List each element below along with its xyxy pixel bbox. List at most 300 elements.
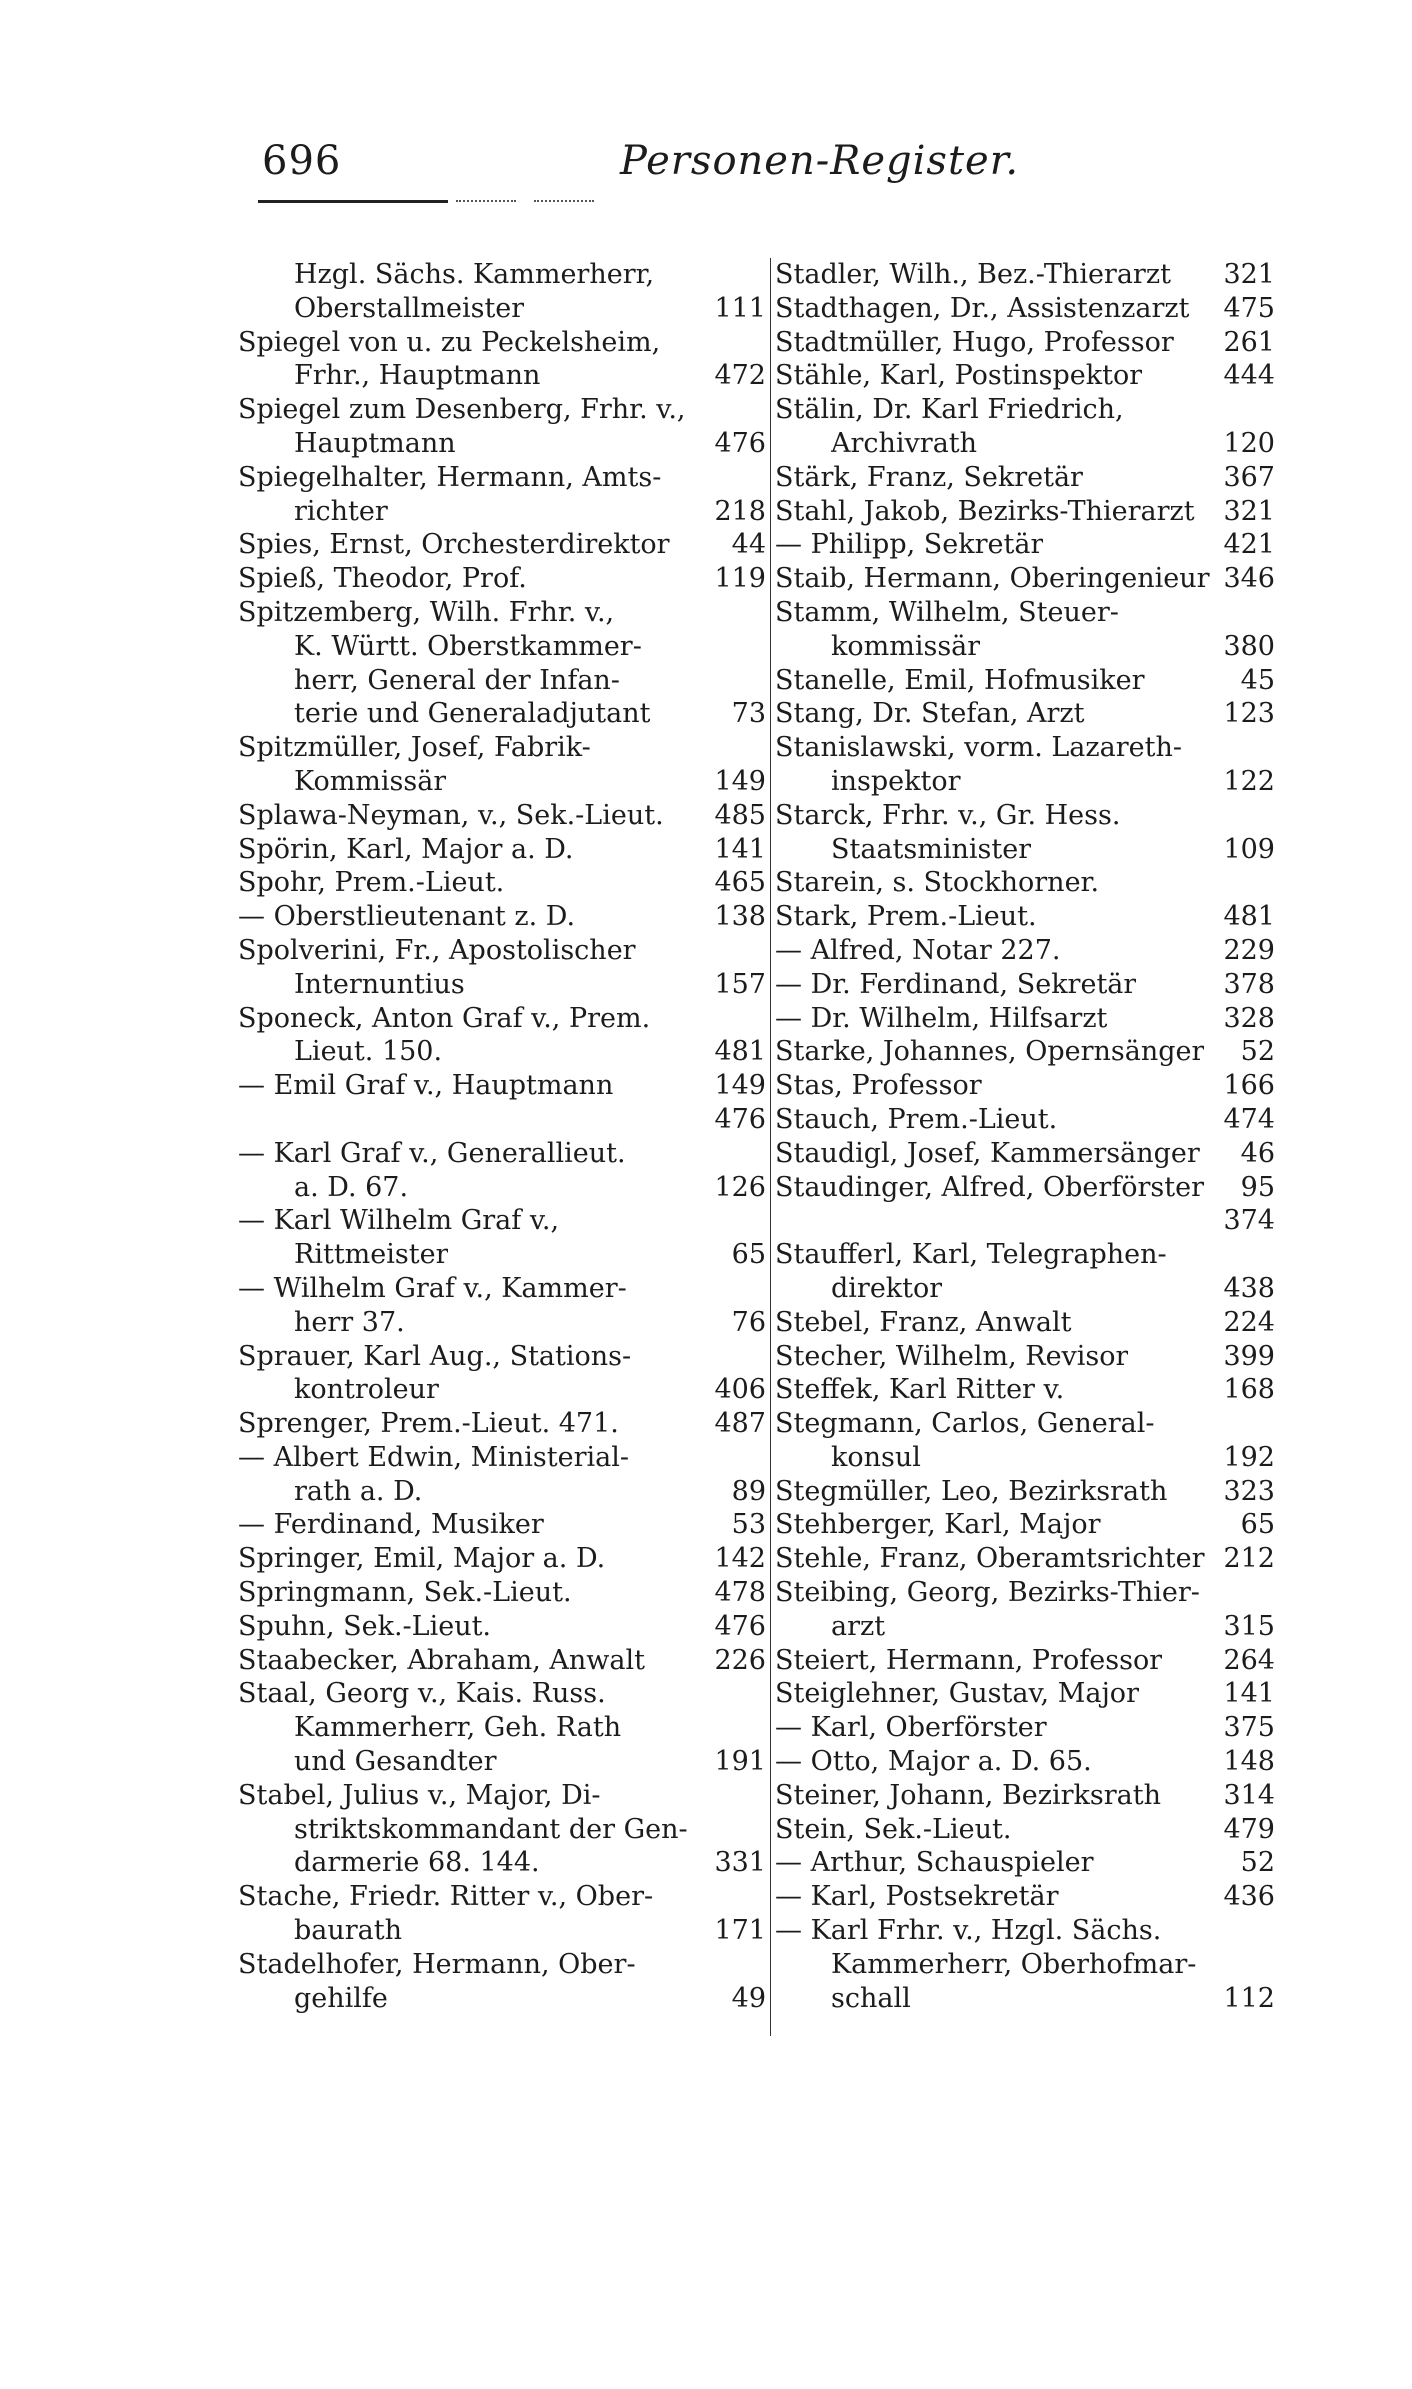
entry-line: [238, 1475, 766, 1509]
entry-line: [238, 528, 766, 562]
register-entry: [775, 934, 1275, 968]
header-rule: [258, 200, 448, 203]
entry-line: [775, 461, 1275, 495]
page-reference: 321: [1223, 259, 1275, 290]
entry-text: Stehle, Franz, Oberamtsrichter: [775, 1543, 1205, 1575]
page-reference: 191: [714, 1746, 766, 1778]
register-entry: [775, 799, 1275, 867]
page-reference: 65: [731, 1239, 766, 1271]
entry-text: terie und Generaladjutant: [294, 698, 651, 730]
page-reference: 168: [1223, 1374, 1275, 1406]
entry-text: Spohr, Prem.-Lieut.: [238, 867, 505, 899]
entry-line: [238, 1137, 766, 1171]
page-reference: 328: [1223, 1002, 1275, 1034]
entry-line: [775, 1002, 1275, 1036]
page-reference: 478: [714, 1577, 766, 1609]
entry-text: Internuntius: [294, 968, 465, 1000]
entry-text: Staib, Hermann, Oberingenieur: [775, 563, 1210, 595]
page-reference: 89: [731, 1475, 766, 1507]
entry-line: [238, 562, 766, 596]
register-entry: [238, 1880, 766, 1948]
entry-line: [775, 1948, 1275, 1982]
entry-line: [775, 1644, 1275, 1678]
entry-line: [775, 326, 1275, 360]
page-reference: 481: [1223, 901, 1275, 933]
register-entry: [238, 1779, 766, 1880]
entry-text: Stadthagen, Dr., Assistenzarzt: [775, 292, 1190, 324]
register-entry: [775, 562, 1275, 596]
entry-line: [238, 1813, 766, 1847]
register-entry: [775, 731, 1275, 799]
entry-text: Sprenger, Prem.-Lieut. 471.: [238, 1408, 619, 1440]
entry-text: — Karl Graf v., Generallieut.: [238, 1137, 626, 1169]
entry-line: [775, 1407, 1275, 1441]
entry-text: — Oberstlieutenant z. D.: [238, 901, 576, 933]
page-reference: 374: [1223, 1205, 1275, 1237]
entry-line: [238, 1644, 766, 1678]
page-reference: 52: [1240, 1036, 1275, 1068]
entry-text: Stehberger, Karl, Major: [775, 1509, 1101, 1541]
entry-line: [775, 1204, 1275, 1238]
page-reference: 138: [714, 901, 766, 933]
entry-text: Archivrath: [831, 427, 978, 459]
entry-text: arzt: [831, 1610, 886, 1642]
page-reference: 141: [1223, 1678, 1275, 1710]
page-reference: 487: [714, 1408, 766, 1440]
register-entry: [238, 1137, 766, 1205]
register-entry: [238, 900, 766, 934]
entry-line: [238, 1610, 766, 1644]
entry-line: [238, 1948, 766, 1982]
entry-text: Spies, Ernst, Orchesterdirektor: [238, 529, 670, 561]
page-reference: 149: [714, 1070, 766, 1102]
register-entry: [775, 1238, 1275, 1306]
entry-text: inspektor: [831, 765, 961, 797]
register-entry: [775, 1677, 1275, 1711]
page-reference: 476: [714, 1103, 766, 1135]
page-reference: 112: [1223, 1982, 1275, 2014]
register-entry: [238, 1340, 766, 1408]
entry-line: [238, 1914, 766, 1948]
page-reference: 53: [731, 1509, 766, 1541]
entry-line: [775, 1576, 1275, 1610]
register-entry: [775, 1880, 1275, 1914]
register-entry: [238, 1407, 766, 1441]
register-entry: [238, 731, 766, 799]
entry-text: — Arthur, Schauspieler: [775, 1847, 1094, 1879]
register-entry: [775, 1508, 1275, 1542]
register-entry: [775, 1745, 1275, 1779]
register-entry: [775, 968, 1275, 1002]
entry-text: Spiegel zum Desenberg, Frhr. v.,: [238, 394, 686, 426]
page-reference: 65: [1240, 1509, 1275, 1541]
page-reference: 119: [714, 563, 766, 595]
entry-line: [238, 461, 766, 495]
register-entry: [238, 596, 766, 731]
entry-line: [238, 427, 766, 461]
entry-line: [775, 427, 1275, 461]
entry-line: [775, 1069, 1275, 1103]
register-entry: [238, 393, 766, 461]
register-entry: [775, 1306, 1275, 1340]
entry-line: [238, 934, 766, 968]
entry-text: Stahl, Jakob, Bezirks-Thierarzt: [775, 495, 1195, 527]
entry-line: [775, 731, 1275, 765]
register-entry: [775, 1340, 1275, 1374]
register-entry: [238, 1677, 766, 1778]
entry-line: [775, 1373, 1275, 1407]
entry-text: Stadtmüller, Hugo, Professor: [775, 326, 1174, 358]
entry-text: Rittmeister: [294, 1239, 449, 1271]
entry-text: Steibing, Georg, Bezirks-Thier-: [775, 1577, 1200, 1609]
entry-text: Hzgl. Sächs. Kammerherr,: [294, 259, 655, 290]
entry-line: [238, 1035, 766, 1069]
register-entry: [238, 1069, 766, 1137]
register-entry: [238, 799, 766, 833]
page-reference: 421: [1223, 529, 1275, 561]
entry-line: [238, 1373, 766, 1407]
entry-line: [775, 1103, 1275, 1137]
entry-text: Spitzemberg, Wilh. Frhr. v.,: [238, 596, 615, 628]
entry-text: und Gesandter: [294, 1746, 497, 1778]
register-entry: [238, 1441, 766, 1509]
entry-text: kommissär: [831, 630, 981, 662]
entry-line: [238, 1982, 766, 2016]
entry-line: [238, 900, 766, 934]
page-reference: 375: [1223, 1712, 1275, 1744]
header-rule-dotted: [534, 200, 594, 202]
entry-text: — Karl Frhr. v., Hzgl. Sächs.: [775, 1915, 1162, 1947]
entry-text: Stark, Prem.-Lieut.: [775, 901, 1037, 933]
entry-text: — Wilhelm Graf v., Kammer-: [238, 1272, 627, 1304]
page-reference: 123: [1223, 698, 1275, 730]
entry-text: kontroleur: [294, 1374, 439, 1406]
entry-line: [775, 1880, 1275, 1914]
entry-text: schall: [831, 1982, 911, 2014]
register-entry: [775, 393, 1275, 461]
entry-text: Stas, Professor: [775, 1070, 982, 1102]
register-entry: [775, 1475, 1275, 1509]
page-reference: 406: [714, 1374, 766, 1406]
register-entry: [238, 866, 766, 900]
entry-line: [775, 1171, 1275, 1205]
entry-text: K. Württ. Oberstkammer-: [294, 630, 642, 662]
entry-line: [775, 799, 1275, 833]
entry-text: Stegmann, Carlos, General-: [775, 1408, 1155, 1440]
register-entry: [238, 1542, 766, 1576]
entry-line: [238, 495, 766, 529]
entry-text: a. D. 67.: [294, 1171, 409, 1203]
entry-line: [238, 1069, 766, 1103]
page-reference: 73: [731, 698, 766, 730]
entry-line: [775, 1711, 1275, 1745]
entry-text: Spörin, Karl, Major a. D.: [238, 833, 574, 865]
register-entry: [775, 1069, 1275, 1103]
entry-text: Splawa-Neyman, v., Sek.-Lieut.: [238, 799, 664, 831]
page-reference: 465: [714, 867, 766, 899]
entry-line: [775, 1846, 1275, 1880]
register-entry: [775, 461, 1275, 495]
entry-text: — Alfred, Notar 227.: [775, 934, 1061, 966]
entry-text: Spiegelhalter, Hermann, Amts-: [238, 461, 662, 493]
entry-line: [238, 292, 766, 326]
register-entry: [238, 1002, 766, 1070]
page-reference: 46: [1240, 1137, 1275, 1169]
entry-line: [775, 1340, 1275, 1374]
register-entry: [238, 326, 766, 394]
page-reference: 95: [1240, 1171, 1275, 1203]
entry-line: [238, 1542, 766, 1576]
entry-text: Steiglehner, Gustav, Major: [775, 1678, 1139, 1710]
entry-text: Lieut. 150.: [294, 1036, 443, 1068]
register-entry: [775, 326, 1275, 360]
register-entry: [238, 1508, 766, 1542]
register-entry: [238, 1576, 766, 1610]
register-entry: [775, 1711, 1275, 1745]
entry-text: richter: [294, 495, 388, 527]
entry-line: [238, 968, 766, 1002]
register-entry: [775, 1407, 1275, 1475]
register-entry: [238, 1644, 766, 1678]
page-reference: 399: [1223, 1340, 1275, 1372]
entry-text: Hauptmann: [294, 427, 456, 459]
entry-line: [238, 765, 766, 799]
entry-text: — Karl, Postsekretär: [775, 1881, 1059, 1913]
entry-line: [775, 495, 1275, 529]
entry-line: [238, 1103, 766, 1137]
page-reference: 264: [1223, 1644, 1275, 1676]
page-reference: 226: [714, 1644, 766, 1676]
entry-line: [775, 1508, 1275, 1542]
register-entry: [775, 664, 1275, 698]
page-reference: 229: [1223, 934, 1275, 966]
entry-line: [238, 799, 766, 833]
entry-text: Kammerherr, Geh. Rath: [294, 1712, 622, 1744]
entry-text: herr 37.: [294, 1306, 405, 1338]
entry-line: [775, 1306, 1275, 1340]
entry-text: Stälin, Dr. Karl Friedrich,: [775, 394, 1124, 426]
register-entry: [238, 1610, 766, 1644]
entry-line: [238, 1441, 766, 1475]
entry-line: [238, 1745, 766, 1779]
page-reference: 45: [1240, 664, 1275, 696]
entry-text: Stanislawski, vorm. Lazareth-: [775, 732, 1182, 764]
entry-text: Stadelhofer, Hermann, Ober-: [238, 1948, 636, 1980]
page-reference: 485: [714, 799, 766, 831]
page-reference: 367: [1223, 461, 1275, 493]
entry-text: Stein, Sek.-Lieut.: [775, 1813, 1012, 1845]
entry-line: [775, 1035, 1275, 1069]
page-reference: 192: [1223, 1441, 1275, 1473]
page-number: 696: [262, 138, 342, 184]
entry-text: Oberstallmeister: [294, 292, 525, 324]
entry-line: [775, 1914, 1275, 1948]
page-reference: 148: [1223, 1746, 1275, 1778]
entry-text: Stadler, Wilh., Bez.-Thierarzt: [775, 259, 1171, 290]
register-entry: [238, 1272, 766, 1340]
register-entry: [775, 1171, 1275, 1239]
entry-text: Stabel, Julius v., Major, Di-: [238, 1779, 601, 1811]
entry-text: baurath: [294, 1915, 403, 1947]
register-entry: [775, 359, 1275, 393]
entry-line: [775, 866, 1275, 900]
entry-text: — Philipp, Sekretär: [775, 529, 1044, 561]
page-reference: 157: [714, 968, 766, 1000]
page-reference: 378: [1223, 968, 1275, 1000]
page-reference: 444: [1223, 360, 1275, 392]
page-reference: 481: [714, 1036, 766, 1068]
entry-text: — Albert Edwin, Ministerial-: [238, 1441, 629, 1473]
entry-line: [238, 697, 766, 731]
entry-line: [775, 292, 1275, 326]
entry-line: [238, 1238, 766, 1272]
entry-text: darmerie 68. 144.: [294, 1847, 540, 1879]
register-entry: [775, 1002, 1275, 1036]
entry-line: [238, 630, 766, 664]
entry-line: [238, 1306, 766, 1340]
entry-text: striktskommandant der Gen-: [294, 1813, 688, 1845]
register-entry: [238, 934, 766, 1002]
entry-text: — Dr. Wilhelm, Hilfsarzt: [775, 1002, 1108, 1034]
entry-line: [775, 833, 1275, 867]
page-reference: 331: [714, 1847, 766, 1879]
register-entry: [775, 900, 1275, 934]
entry-text: Steffek, Karl Ritter v.: [775, 1374, 1065, 1406]
register-entry: [238, 528, 766, 562]
entry-text: herr, General der Infan-: [294, 664, 620, 696]
entry-line: [238, 833, 766, 867]
page-reference: 479: [1223, 1813, 1275, 1845]
entry-text: — Karl, Oberförster: [775, 1712, 1047, 1744]
entry-text: — Dr. Ferdinand, Sekretär: [775, 968, 1137, 1000]
entry-line: [238, 1677, 766, 1711]
entry-line: [775, 1542, 1275, 1576]
entry-line: [238, 1340, 766, 1374]
entry-line: [775, 359, 1275, 393]
register-entry: [775, 1914, 1275, 2015]
entry-line: [238, 1779, 766, 1813]
entry-line: [238, 1846, 766, 1880]
entry-text: Kammerherr, Oberhofmar-: [831, 1948, 1197, 1980]
entry-text: Staal, Georg v., Kais. Russ.: [238, 1678, 606, 1710]
register-entry: [238, 562, 766, 596]
page-reference: 323: [1223, 1475, 1275, 1507]
page-reference: 436: [1223, 1881, 1275, 1913]
entry-line: [238, 1711, 766, 1745]
entry-line: [775, 1677, 1275, 1711]
entry-text: Steiner, Johann, Bezirksrath: [775, 1779, 1161, 1811]
entry-text: Frhr., Hauptmann: [294, 360, 541, 392]
entry-text: Staufferl, Karl, Telegraphen-: [775, 1239, 1167, 1271]
entry-text: Steiert, Hermann, Professor: [775, 1644, 1163, 1676]
page-reference: 218: [714, 495, 766, 527]
entry-line: [775, 900, 1275, 934]
entry-text: Staudinger, Alfred, Oberförster: [775, 1171, 1205, 1203]
entry-line: [775, 1982, 1275, 2016]
page-reference: 52: [1240, 1847, 1275, 1879]
entry-text: gehilfe: [294, 1982, 388, 2014]
page-reference: 475: [1223, 292, 1275, 324]
entry-text: Stärk, Franz, Sekretär: [775, 461, 1083, 493]
entry-text: Stebel, Franz, Anwalt: [775, 1306, 1072, 1338]
entry-text: Starke, Johannes, Opernsänger: [775, 1036, 1205, 1068]
running-title: Personen-Register.: [620, 138, 1020, 184]
page-reference: 49: [731, 1982, 766, 2014]
entry-line: [238, 1272, 766, 1306]
entry-text: Spuhn, Sek.-Lieut.: [238, 1610, 492, 1642]
entry-line: [775, 934, 1275, 968]
entry-line: [238, 596, 766, 630]
entry-text: Stauch, Prem.-Lieut.: [775, 1103, 1058, 1135]
page-reference: 126: [714, 1171, 766, 1203]
entry-line: [775, 1779, 1275, 1813]
entry-line: [775, 1475, 1275, 1509]
page-reference: 44: [731, 529, 766, 561]
entry-line: [238, 393, 766, 427]
register-entry: [775, 1373, 1275, 1407]
entry-text: Spieß, Theodor, Prof.: [238, 563, 527, 595]
register-entry: [775, 1137, 1275, 1171]
register-entry: [775, 1542, 1275, 1576]
right-column: [775, 258, 1275, 2015]
page-reference: 474: [1223, 1103, 1275, 1135]
register-entry: [775, 1103, 1275, 1137]
entry-line: [238, 866, 766, 900]
entry-text: — Emil Graf v., Hauptmann: [238, 1070, 614, 1102]
entry-text: Springer, Emil, Major a. D.: [238, 1543, 606, 1575]
entry-line: [775, 393, 1275, 427]
register-entry: [775, 495, 1275, 529]
register-entry: [238, 461, 766, 529]
entry-line: [238, 1407, 766, 1441]
entry-text: Starck, Frhr. v., Gr. Hess.: [775, 799, 1121, 831]
entry-text: Staabecker, Abraham, Anwalt: [238, 1644, 645, 1676]
entry-line: [775, 1272, 1275, 1306]
page-reference: 76: [731, 1306, 766, 1338]
entry-line: [775, 630, 1275, 664]
entry-line: [238, 1508, 766, 1542]
entry-text: Stamm, Wilhelm, Steuer-: [775, 596, 1119, 628]
page-reference: 141: [714, 833, 766, 865]
entry-line: [775, 596, 1275, 630]
page-reference: 171: [714, 1915, 766, 1947]
entry-text: Spiegel von u. zu Peckelsheim,: [238, 326, 661, 358]
entry-line: [238, 1880, 766, 1914]
page-reference: 321: [1223, 495, 1275, 527]
entry-line: [775, 258, 1275, 292]
entry-line: [775, 664, 1275, 698]
entry-text: — Karl Wilhelm Graf v.,: [238, 1205, 560, 1237]
register-entry: [775, 697, 1275, 731]
page-reference: 212: [1223, 1543, 1275, 1575]
entry-line: [238, 664, 766, 698]
entry-text: Starein, s. Stockhorner.: [775, 867, 1100, 899]
page-reference: 142: [714, 1543, 766, 1575]
entry-line: [238, 731, 766, 765]
page-reference: 438: [1223, 1272, 1275, 1304]
register-entry: [238, 833, 766, 867]
entry-line: [775, 968, 1275, 1002]
page-reference: 380: [1223, 630, 1275, 662]
entry-line: [775, 765, 1275, 799]
register-entry: [238, 258, 766, 326]
page-reference: 476: [714, 427, 766, 459]
register-entry: [775, 1644, 1275, 1678]
page-reference: 346: [1223, 563, 1275, 595]
entry-line: [775, 1238, 1275, 1272]
column-divider: [770, 258, 771, 2036]
entry-text: — Ferdinand, Musiker: [238, 1509, 544, 1541]
